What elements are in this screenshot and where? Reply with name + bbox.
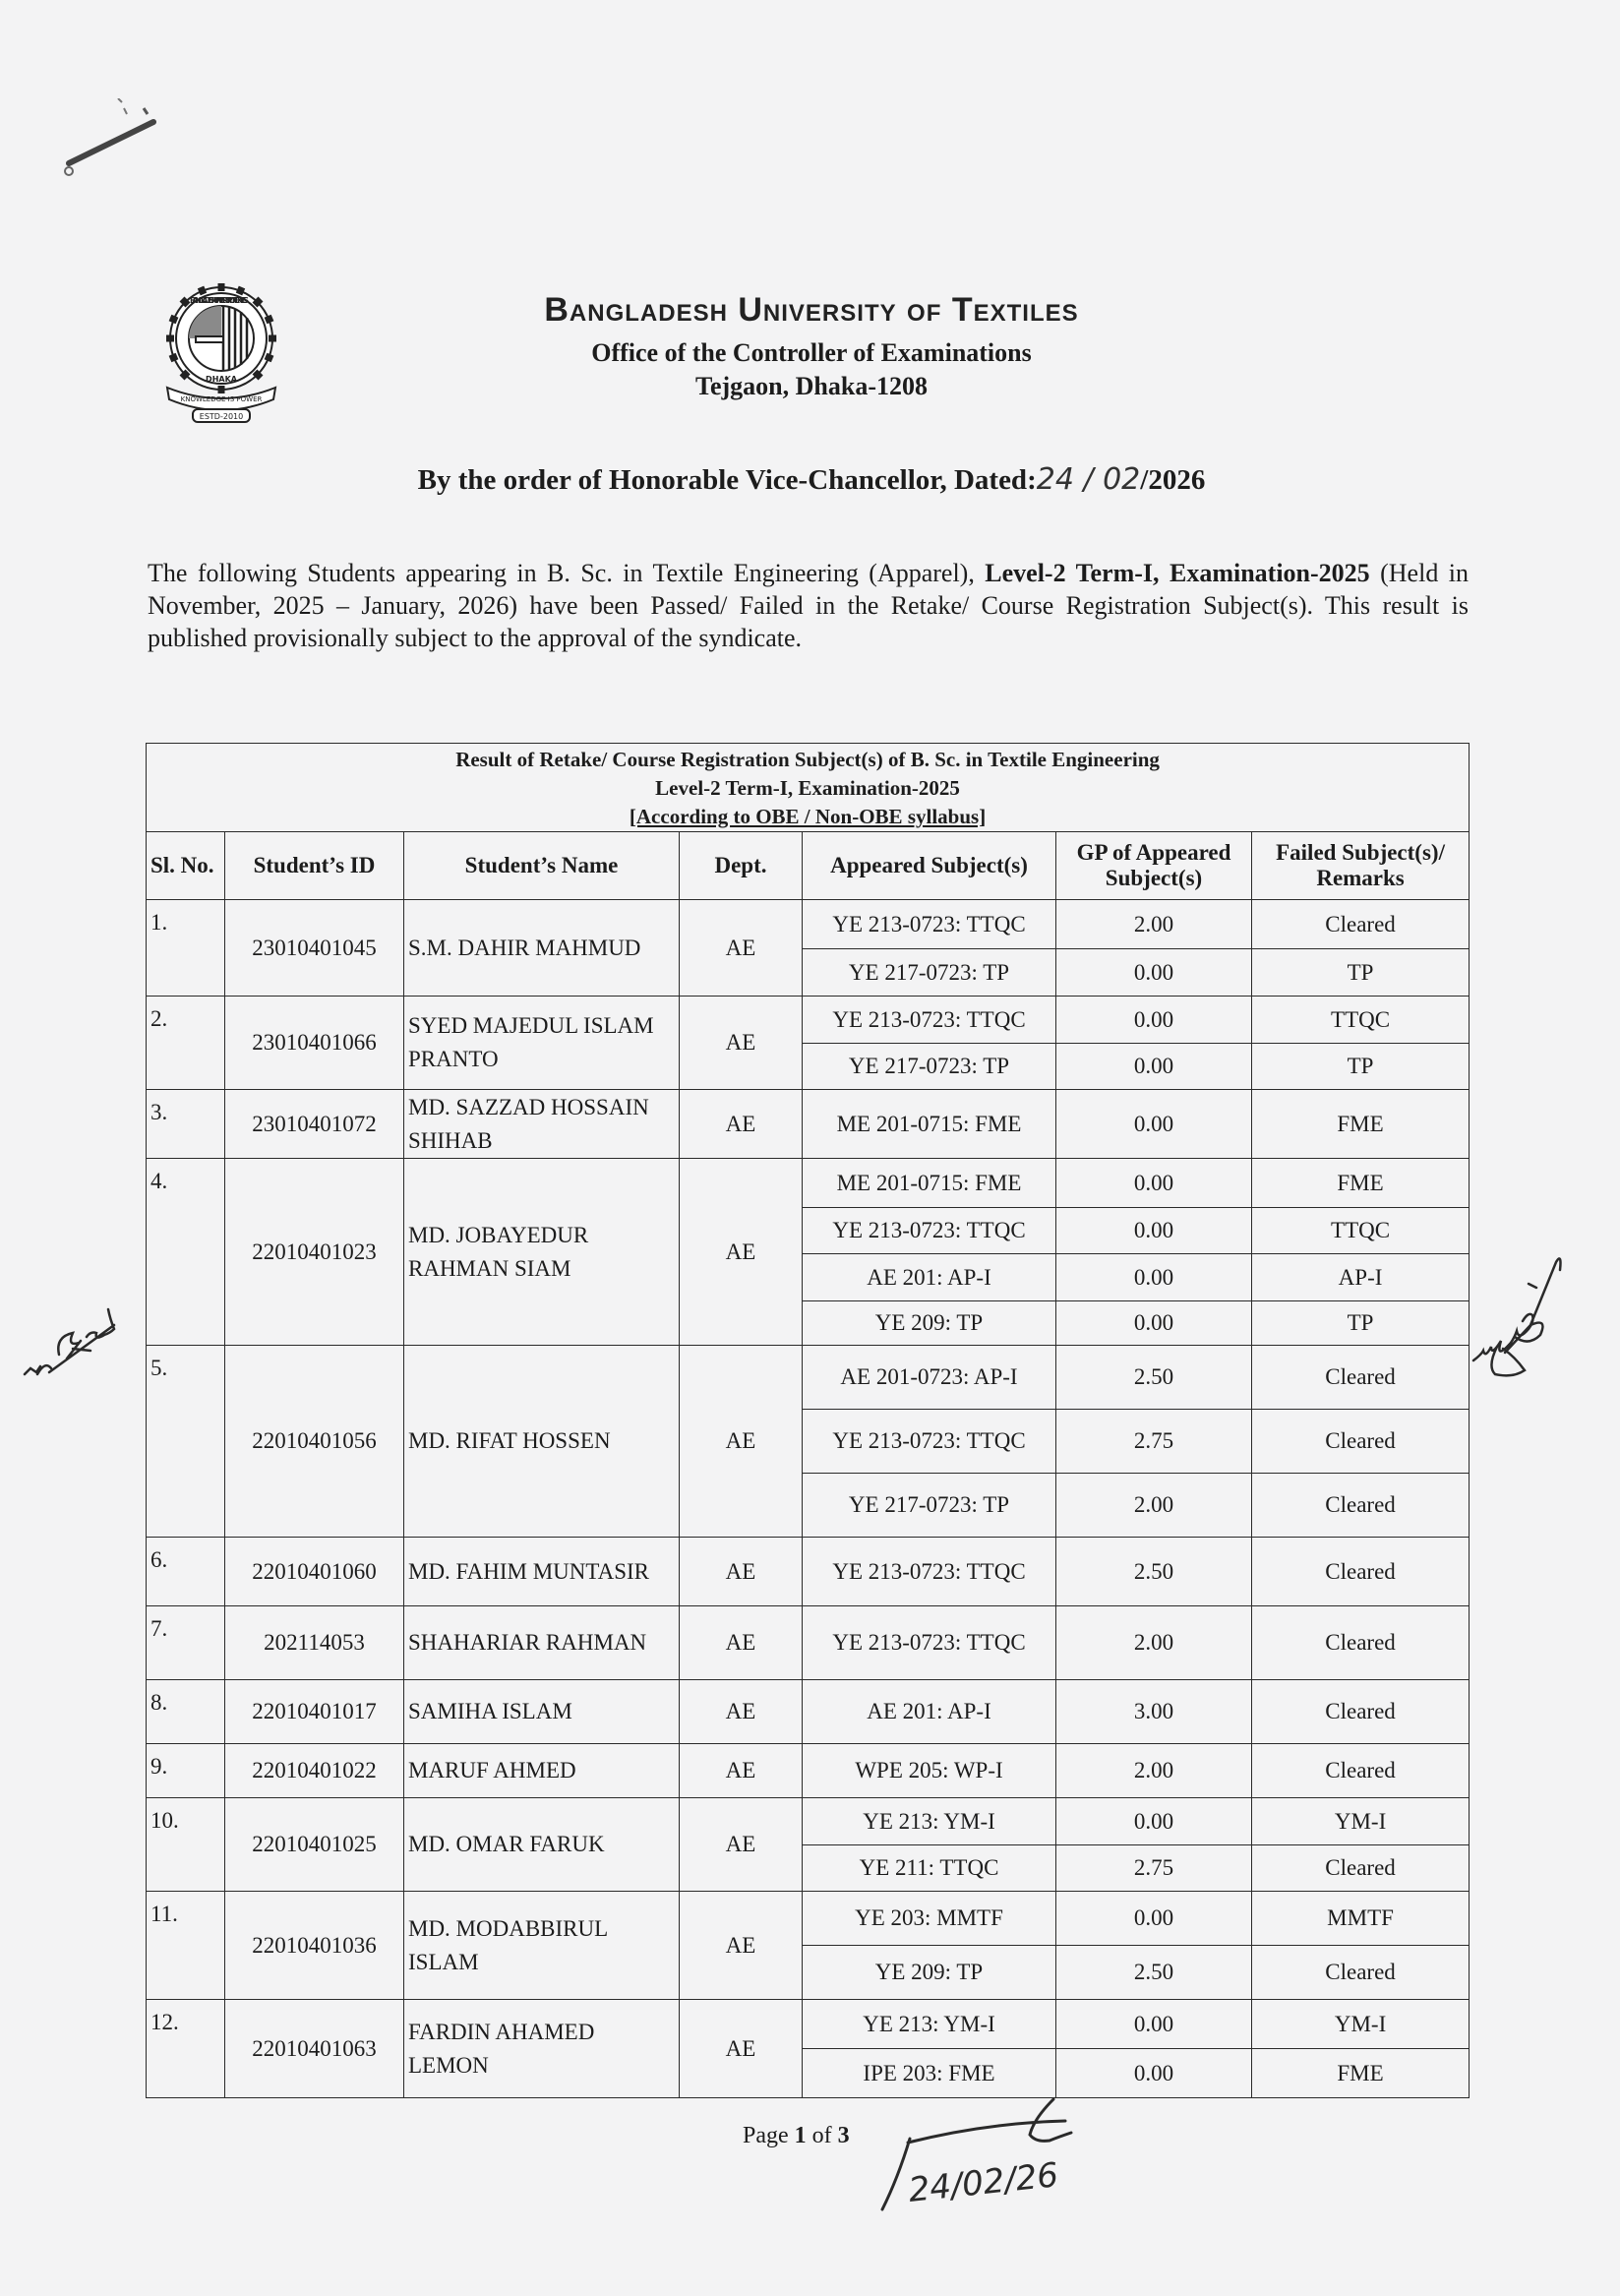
department: AE <box>680 1090 803 1159</box>
remark: Cleared <box>1252 900 1470 949</box>
appeared-subject: YE 213-0723: TTQC <box>803 1538 1056 1606</box>
bottom-signature <box>880 2093 1097 2211</box>
remark: TP <box>1252 949 1470 997</box>
table-row <box>147 1090 1470 1159</box>
student-name: MD. JOBAYEDUR RAHMAN SIAM <box>404 1159 680 1346</box>
table-row <box>147 1680 1470 1744</box>
appeared-subject: WPE 205: WP-I <box>803 1744 1056 1798</box>
grade-point: 0.00 <box>1056 1159 1252 1208</box>
appeared-subject: YE 213-0723: TTQC <box>803 1208 1056 1254</box>
table-row <box>147 1346 1470 1410</box>
caption-line-3: [According to OBE / Non-OBE syllabus] <box>629 805 987 828</box>
right-margin-signature <box>1466 1235 1584 1382</box>
department: AE <box>680 1538 803 1606</box>
remark: Cleared <box>1252 1680 1470 1744</box>
grade-point: 0.00 <box>1056 1301 1252 1346</box>
handwritten-date: 24 / 02 <box>1036 462 1141 497</box>
grade-point: 3.00 <box>1056 1680 1252 1744</box>
remark: YM-I <box>1252 1798 1470 1845</box>
remark: TP <box>1252 1301 1470 1346</box>
appeared-subject: YE 213: YM-I <box>803 1798 1056 1845</box>
col-header-id: Student’s ID <box>225 832 404 900</box>
grade-point: 0.00 <box>1056 949 1252 997</box>
grade-point: 2.00 <box>1056 1474 1252 1538</box>
grade-point: 2.75 <box>1056 1845 1252 1892</box>
table-row <box>147 997 1470 1044</box>
col-header-name: Student’s Name <box>404 832 680 900</box>
student-id: 22010401063 <box>225 2000 404 2098</box>
appeared-subject: YE 217-0723: TP <box>803 949 1056 997</box>
serial-number: 6. <box>147 1538 225 1606</box>
appeared-subject: AE 201-0723: AP-I <box>803 1346 1056 1410</box>
intro-text-2: (Held in November, 2025 – January, 2026) have been Passed/ Failed in the Retake/ Course Registration Subject(s). This result is published provisionally subject to the approval of the syndicate. <box>148 559 1469 652</box>
table-row <box>147 1892 1470 1946</box>
appeared-subject: YE 213-0723: TTQC <box>803 900 1056 949</box>
page-prefix: Page <box>743 2123 795 2148</box>
table-row <box>147 1538 1470 1606</box>
caption-line-2: Level-2 Term-I, Examination-2025 <box>655 776 960 800</box>
appeared-subject: YE 213-0723: TTQC <box>803 1410 1056 1474</box>
student-name: MD. FAHIM MUNTASIR <box>404 1538 680 1606</box>
appeared-subject: YE 203: MMTF <box>803 1892 1056 1946</box>
grade-point: 2.50 <box>1056 1538 1252 1606</box>
serial-number: 4. <box>147 1159 225 1346</box>
appeared-subject: YE 213: YM-I <box>803 2000 1056 2049</box>
stray-pen-mark <box>49 98 167 187</box>
student-name: MD. RIFAT HOSSEN <box>404 1346 680 1538</box>
student-id: 23010401072 <box>225 1090 404 1159</box>
table-row <box>147 1606 1470 1680</box>
remark: Cleared <box>1252 1538 1470 1606</box>
grade-point: 0.00 <box>1056 1798 1252 1845</box>
remark: Cleared <box>1252 1474 1470 1538</box>
department: AE <box>680 1744 803 1798</box>
appeared-subject: IPE 203: FME <box>803 2049 1056 2098</box>
remark: FME <box>1252 1159 1470 1208</box>
remark: Cleared <box>1252 1845 1470 1892</box>
remark: YM-I <box>1252 2000 1470 2049</box>
serial-number: 10. <box>147 1798 225 1892</box>
page-total: 3 <box>837 2123 850 2148</box>
serial-number: 11. <box>147 1892 225 2000</box>
student-id: 22010401022 <box>225 1744 404 1798</box>
order-year: /2026 <box>1140 464 1206 496</box>
page-of: of <box>806 2123 838 2148</box>
department: AE <box>680 900 803 997</box>
student-id: 22010401025 <box>225 1798 404 1892</box>
table-row <box>147 1744 1470 1798</box>
student-name: MD. MODABBIRUL ISLAM <box>404 1892 680 2000</box>
grade-point: 0.00 <box>1056 1090 1252 1159</box>
appeared-subject: YE 209: TP <box>803 1946 1056 2000</box>
student-id: 23010401045 <box>225 900 404 997</box>
grade-point: 2.50 <box>1056 1946 1252 2000</box>
logo-city: DHAKA <box>206 375 237 384</box>
office-name: Office of the Controller of Examinations <box>591 338 1032 367</box>
remark: Cleared <box>1252 1744 1470 1798</box>
student-name: S.M. DAHIR MAHMUD <box>404 900 680 997</box>
remark: MMTF <box>1252 1892 1470 1946</box>
serial-number: 9. <box>147 1744 225 1798</box>
serial-number: 5. <box>147 1346 225 1538</box>
remark: TTQC <box>1252 997 1470 1044</box>
col-header-gp: GP of Appeared Subject(s) <box>1056 832 1252 900</box>
appeared-subject: YE 217-0723: TP <box>803 1044 1056 1090</box>
serial-number: 2. <box>147 997 225 1090</box>
grade-point: 2.00 <box>1056 1606 1252 1680</box>
appeared-subject: AE 201: AP-I <box>803 1254 1056 1301</box>
appeared-subject: AE 201: AP-I <box>803 1680 1056 1744</box>
department: AE <box>680 1798 803 1892</box>
student-id: 202114053 <box>225 1606 404 1680</box>
remark: AP-I <box>1252 1254 1470 1301</box>
appeared-subject: ME 201-0715: FME <box>803 1159 1056 1208</box>
remark: TTQC <box>1252 1208 1470 1254</box>
intro-text-1: The following Students appearing in B. Sc. in Textile Engineering (Apparel), <box>148 559 986 587</box>
remark: FME <box>1252 2049 1470 2098</box>
department: AE <box>680 1606 803 1680</box>
appeared-subject: YE 213-0723: TTQC <box>803 1606 1056 1680</box>
handwritten-signed-date: 24/02/26 <box>906 2155 1060 2210</box>
department: AE <box>680 2000 803 2098</box>
student-name: MD. OMAR FARUK <box>404 1798 680 1892</box>
grade-point: 0.00 <box>1056 997 1252 1044</box>
logo-motto: KNOWLEDGE IS POWER <box>180 395 263 403</box>
page-current: 1 <box>794 2123 807 2148</box>
university-name: Bangladesh University of Textiles <box>544 291 1079 329</box>
grade-point: 0.00 <box>1056 1208 1252 1254</box>
appeared-subject: YE 209: TP <box>803 1301 1056 1346</box>
order-prefix: By the order of Honorable Vice-Chancellor, Dated: <box>417 464 1037 496</box>
appeared-subject: YE 211: TTQC <box>803 1845 1056 1892</box>
grade-point: 0.00 <box>1056 1044 1252 1090</box>
serial-number: 12. <box>147 2000 225 2098</box>
grade-point: 2.00 <box>1056 900 1252 949</box>
grade-point: 2.50 <box>1056 1346 1252 1410</box>
col-header-remarks: Failed Subject(s)/ Remarks <box>1252 832 1470 900</box>
grade-point: 2.75 <box>1056 1410 1252 1474</box>
table-row <box>147 1159 1470 1208</box>
table-row <box>147 900 1470 949</box>
student-id: 22010401023 <box>225 1159 404 1346</box>
student-name: SHAHARIAR RAHMAN <box>404 1606 680 1680</box>
table-caption <box>147 744 1470 832</box>
left-margin-signature <box>10 1264 128 1382</box>
grade-point: 0.00 <box>1056 1254 1252 1301</box>
remark: Cleared <box>1252 1410 1470 1474</box>
remark: FME <box>1252 1090 1470 1159</box>
student-id: 22010401017 <box>225 1680 404 1744</box>
intro-bold-exam: Level-2 Term-I, Examination-2025 <box>985 559 1370 587</box>
remark: TP <box>1252 1044 1470 1090</box>
grade-point: 0.00 <box>1056 1892 1252 1946</box>
serial-number: 1. <box>147 900 225 997</box>
col-header-subject: Appeared Subject(s) <box>803 832 1056 900</box>
remark: Cleared <box>1252 1346 1470 1410</box>
office-address: Tejgaon, Dhaka-1208 <box>695 372 928 400</box>
logo-established: ESTD-2010 <box>199 412 244 421</box>
department: AE <box>680 1346 803 1538</box>
table-row <box>147 2000 1470 2049</box>
appeared-subject: YE 217-0723: TP <box>803 1474 1056 1538</box>
appeared-subject: ME 201-0715: FME <box>803 1090 1056 1159</box>
department: AE <box>680 997 803 1090</box>
student-name: MARUF AHMED <box>404 1744 680 1798</box>
department: AE <box>680 1680 803 1744</box>
serial-number: 3. <box>147 1090 225 1159</box>
student-id: 22010401060 <box>225 1538 404 1606</box>
student-id: 22010401056 <box>225 1346 404 1538</box>
intro-paragraph <box>148 557 1469 654</box>
student-id: 22010401036 <box>225 1892 404 2000</box>
student-name: SAMIHA ISLAM <box>404 1680 680 1744</box>
serial-number: 7. <box>147 1606 225 1680</box>
student-name: SYED MAJEDUL ISLAM PRANTO <box>404 997 680 1090</box>
table-body <box>147 900 1470 2098</box>
col-header-dept: Dept. <box>680 832 803 900</box>
order-line <box>295 462 1328 497</box>
remark: Cleared <box>1252 1946 1470 2000</box>
table-header-row <box>147 832 1470 900</box>
caption-line-1: Result of Retake/ Course Registration Subject(s) of B. Sc. in Textile Engineering <box>455 748 1160 771</box>
department: AE <box>680 1892 803 2000</box>
student-name: FARDIN AHAMED LEMON <box>404 2000 680 2098</box>
grade-point: 0.00 <box>1056 2049 1252 2098</box>
result-table <box>146 743 1470 2098</box>
remark: Cleared <box>1252 1606 1470 1680</box>
grade-point: 2.00 <box>1056 1744 1252 1798</box>
serial-number: 8. <box>147 1680 225 1744</box>
student-id: 23010401066 <box>225 997 404 1090</box>
appeared-subject: YE 213-0723: TTQC <box>803 997 1056 1044</box>
university-logo <box>157 277 285 425</box>
student-name: MD. SAZZAD HOSSAIN SHIHAB <box>404 1090 680 1159</box>
department: AE <box>680 1159 803 1346</box>
col-header-sl: Sl. No. <box>147 832 225 900</box>
page-number <box>743 2123 850 2149</box>
logo-ring-text: BANGLADESH UNIVERSITY OF TEXTILES <box>190 296 249 305</box>
grade-point: 0.00 <box>1056 2000 1252 2049</box>
table-row <box>147 1798 1470 1845</box>
